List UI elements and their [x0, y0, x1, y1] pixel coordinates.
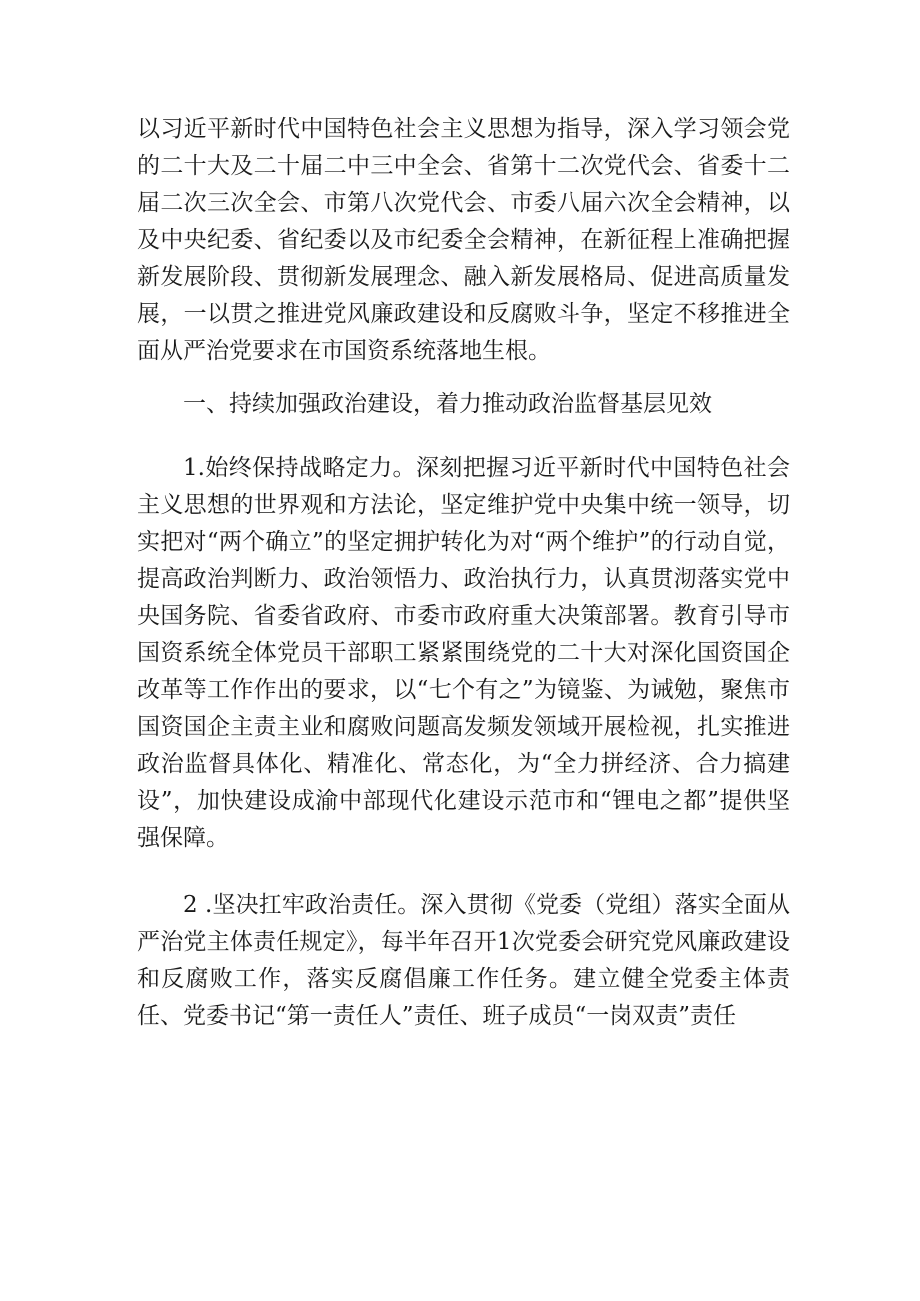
intro-paragraph: 以习近平新时代中国特色社会主义思想为指导，深入学习领会党的二十大及二十届二中三中全会、省第十二次党代会、省委十二届二次三次全会、市第八次党代会、市委八届六次全会精神，以及中央纪委、省纪委以及市纪委全会精神，在新征程上准确把握新发展阶段、贯彻新发展理念、融入新发展格局、促进高质量发展，一以贯之推进党风廉政建设和反腐败斗争，坚定不移推进全面从严治党要求在市国资系统落地生根。: [137, 116, 790, 364]
section-heading-1: 一、持续加强政治建设，着力推动政治监督基层见效: [183, 391, 712, 417]
item-paragraph-2: 2 .坚决扛牢政治责任。深入贯彻《党委（党组）落实全面从严治党主体责任规定》，每半年召开1次党委会研究党风廉政建设和反腐败工作，落实反腐倡廉工作任务。建立健全党委主体责任、党委书记“第一责任人”责任、班子成员“一岗双责”责任: [137, 892, 790, 1029]
item-paragraph-1: 1.始终保持战略定力。深刻把握习近平新时代中国特色社会主义思想的世界观和方法论，坚定维护党中央集中统一领导，切实把对“两个确立”的坚定拥护转化为对“两个维护”的行动自觉，提高政治判断力、政治领悟力、政治执行力，认真贯沏落实党中央国务院、省委省政府、市委市政府重大决策部署。教育引导市国资系统全体党员干部职工紧紧围绕党的二十大对深化国资国企改革等工作作出的要求，以“七个有之”为镜鉴、为诫勉，聚焦市国资国企主责主业和腐败问题高发频发领域开展检视，扎实推进政治监督具体化、精准化、常态化，为“全力拼经济、合力搞建设”，加快建设成渝中部现代化建设示范市和“锂电之都”提供坚强保障。: [137, 455, 790, 851]
